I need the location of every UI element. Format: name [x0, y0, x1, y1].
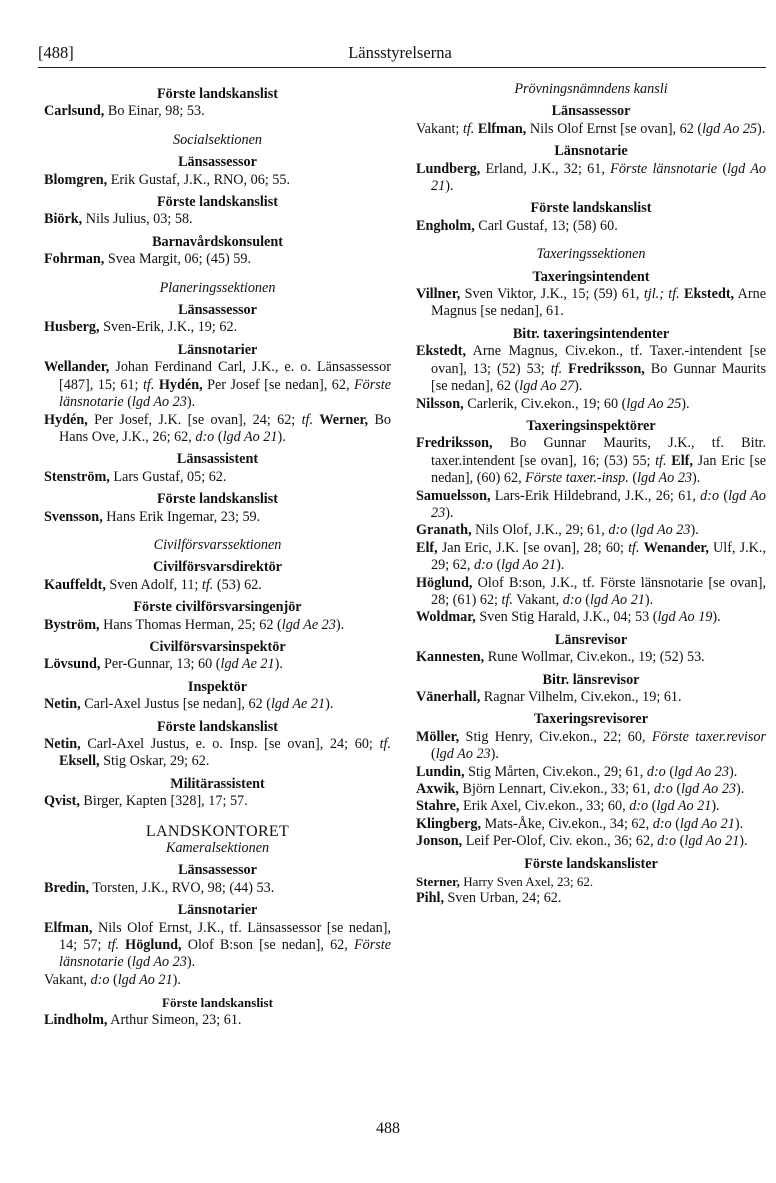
person-entry: Hydén, Per Josef, J.K. [se ovan], 24; 62; tf. Werner, Bo Hans Ove, J.K., 26; 62, d:o (lgd Ao 21). [44, 411, 392, 445]
person-entry: Villner, Sven Viktor, J.K., 15; (59) 61, tjl.; tf. Ekstedt, Arne Magnus [se nedan], 61. [416, 286, 767, 320]
role-heading: Civilförsvarsinspektör [149, 638, 286, 655]
page-title: Länsstyrelserna [348, 43, 452, 62]
person-entry: Samuelsson, Lars-Erik Hildebrand, J.K., 26; 61, d:o (lgd Ao 23). [416, 487, 766, 521]
role-heading: Länsrevisor [554, 631, 628, 648]
person-entry: Elf, Jan Eric, J.K. [se ovan], 28; 60; tf. Wenander, Ulf, J.K., 29; 62, d:o (lgd Ao 21). [416, 539, 767, 574]
role-heading: Civilförsvarsdirektör [153, 559, 282, 576]
person-entry: Byström, Hans Thomas Herman, 25; 62 (lgd Ae 23). [44, 616, 345, 633]
role-heading: Taxeringsintendent [532, 268, 650, 285]
person-entry: Vakant; tf. Elfman, Nils Olof Ernst [se ovan], 62 (lgd Ao 25). [416, 120, 766, 137]
role-heading: Länsassistent [176, 451, 259, 468]
person-entry: Lövsund, Per-Gunnar, 13; 60 (lgd Ae 21). [44, 656, 283, 673]
page-number-bracketed: [488] [38, 43, 74, 62]
person-entry: Stahre, Erik Axel, Civ.ekon., 33; 60, d:o (lgd Ao 21). [416, 798, 720, 815]
person-entry: Sterner, Harry Sven Axel, 23; 62. [416, 874, 594, 890]
person-entry: Lundberg, Erland, J.K., 32; 61, Förste länsnotarie (lgd Ao 21). [416, 160, 766, 195]
role-heading: Militärassistent [170, 775, 265, 792]
person-entry: Jonson, Leif Per-Olof, Civ. ekon., 36; 62, d:o (lgd Ao 21). [416, 833, 748, 850]
role-heading: Länsassessor [551, 103, 631, 120]
person-entry: Elfman, Nils Olof Ernst, J.K., tf. Länsassessor [se nedan], 14; 57; tf. Höglund, Olof B:son [se nedan], 62, Förste länsnotarie (lgd Ao 23). [44, 919, 392, 971]
office-heading: LANDSKONTORET [145, 822, 290, 840]
role-heading: Länsnotarier [177, 341, 258, 358]
role-heading: Förste landskanslist [156, 491, 278, 508]
person-entry: Axwik, Björn Lennart, Civ.ekon., 33; 61, d:o (lgd Ao 23). [416, 781, 745, 798]
role-heading: Förste civilförsvarsingenjör [133, 599, 302, 616]
person-entry: Vakant, d:o (lgd Ao 21). [44, 971, 181, 988]
role-heading: Förste landskanslist [162, 995, 273, 1011]
person-entry: Ekstedt, Arne Magnus, Civ.ekon., tf. Taxer.-intendent [se ovan], 13; (52) 53; tf. Fredriksson, Bo Gunnar Maurits [se nedan], 62 (lgd Ao 27). [416, 343, 767, 395]
person-entry: Biörk, Nils Julius, 03; 58. [44, 211, 193, 228]
role-heading: Taxeringsrevisorer [533, 711, 648, 728]
section-heading: Prövningsnämndens kansli [514, 81, 668, 97]
person-entry: Kauffeldt, Sven Adolf, 11; tf. (53) 62. [44, 576, 262, 593]
person-entry: Kannesten, Rune Wollmar, Civ.ekon., 19; (52) 53. [416, 649, 705, 666]
person-entry: Klingberg, Mats-Åke, Civ.ekon., 34; 62, d:o (lgd Ao 21). [416, 815, 744, 832]
left-column [44, 81, 391, 1029]
person-entry: Möller, Stig Henry, Civ.ekon., 22; 60, Förste taxer.revisor (lgd Ao 23). [416, 728, 766, 763]
role-heading: Förste landskanslist [530, 200, 652, 217]
person-entry: Carlsund, Bo Einar, 98; 53. [44, 103, 205, 120]
person-entry: Blomgren, Erik Gustaf, J.K., RNO, 06; 55. [44, 171, 291, 188]
role-heading: Taxeringsinspektörer [526, 417, 656, 434]
header-rule [38, 67, 766, 68]
section-heading: Socialsektionen [172, 131, 263, 148]
person-entry: Wellander, Johan Ferdinand Carl, J.K., e. o. Länsassessor [487], 15; 61; tf. Hydén, Per Josef [se nedan], 62, Förste länsnotarie (lgd Ao 23). [44, 359, 392, 411]
person-entry: Woldmar, Sven Stig Harald, J.K., 04; 53 (lgd Ao 19). [416, 609, 721, 626]
section-heading: Kameralsektionen [165, 840, 270, 857]
role-heading: Förste landskanslist [156, 86, 278, 102]
role-heading: Bitr. taxeringsintendenter [512, 325, 670, 342]
person-entry: Bredin, Torsten, J.K., RVO, 98; (44) 53. [44, 879, 275, 896]
role-heading: Länsassessor [178, 154, 257, 171]
person-entry: Granath, Nils Olof, J.K., 29; 61, d:o (lgd Ao 23). [416, 522, 699, 539]
role-heading: Förste landskanslist [156, 194, 278, 211]
person-entry: Netin, Carl-Axel Justus, e. o. Insp. [se ovan], 24; 60; tf. Eksell, Stig Oskar, 29; 62. [44, 736, 391, 770]
role-heading: Barnavårdskonsulent [152, 233, 283, 250]
page-header [38, 44, 762, 66]
person-entry: Stenström, Lars Gustaf, 05; 62. [44, 468, 227, 485]
person-entry: Svensson, Hans Erik Ingemar, 23; 59. [44, 508, 261, 525]
role-heading: Länsnotarier [177, 902, 258, 919]
person-entry: Fohrman, Svea Margit, 06; (45) 59. [44, 251, 252, 268]
role-heading: Förste landskanslist [156, 718, 278, 735]
section-heading: Planeringssektionen [159, 279, 276, 296]
person-entry: Fredriksson, Bo Gunnar Maurits, J.K., tf. Bitr. taxer.intendent [se ovan], 16; (53) 55; tf. Elf, Jan Eric [se nedan], (60) 62, Förste taxer.-insp. (lgd Ao 23). [416, 435, 767, 487]
person-entry: Qvist, Birger, Kapten [328], 17; 57. [44, 793, 248, 810]
role-heading: Inspektör [187, 678, 248, 695]
section-heading: Taxeringssektionen [536, 246, 646, 263]
role-heading: Förste landskanslister [524, 855, 658, 872]
person-entry: Höglund, Olof B:son, J.K., tf. Förste länsnotarie [se ovan], 28; (61) 62; tf. Vakant, d:o (lgd Ao 21). [416, 574, 766, 608]
right-column [416, 81, 766, 908]
person-entry: Nilsson, Carlerik, Civ.ekon., 19; 60 (lgd Ao 25). [416, 395, 690, 412]
role-heading: Länsnotarie [554, 143, 628, 160]
person-entry: Husberg, Sven-Erik, J.K., 19; 62. [44, 319, 238, 336]
person-entry: Lindholm, Arthur Simeon, 23; 61. [44, 1011, 242, 1028]
person-entry: Pihl, Sven Urban, 24; 62. [416, 890, 562, 907]
person-entry: Vänerhall, Ragnar Vilhelm, Civ.ekon., 19; 61. [416, 689, 682, 705]
page-footer-number: 488 [376, 1120, 400, 1137]
person-entry: Lundin, Stig Mårten, Civ.ekon., 29; 61, d:o (lgd Ao 23). [416, 763, 738, 780]
section-heading: Civilförsvarssektionen [153, 536, 282, 553]
role-heading: Länsassessor [178, 862, 257, 879]
person-entry: Netin, Carl-Axel Justus [se nedan], 62 (lgd Ae 21). [44, 696, 334, 713]
role-heading: Bitr. länsrevisor [542, 671, 640, 688]
person-entry: Engholm, Carl Gustaf, 13; (58) 60. [416, 217, 618, 234]
role-heading: Länsassessor [178, 302, 257, 319]
